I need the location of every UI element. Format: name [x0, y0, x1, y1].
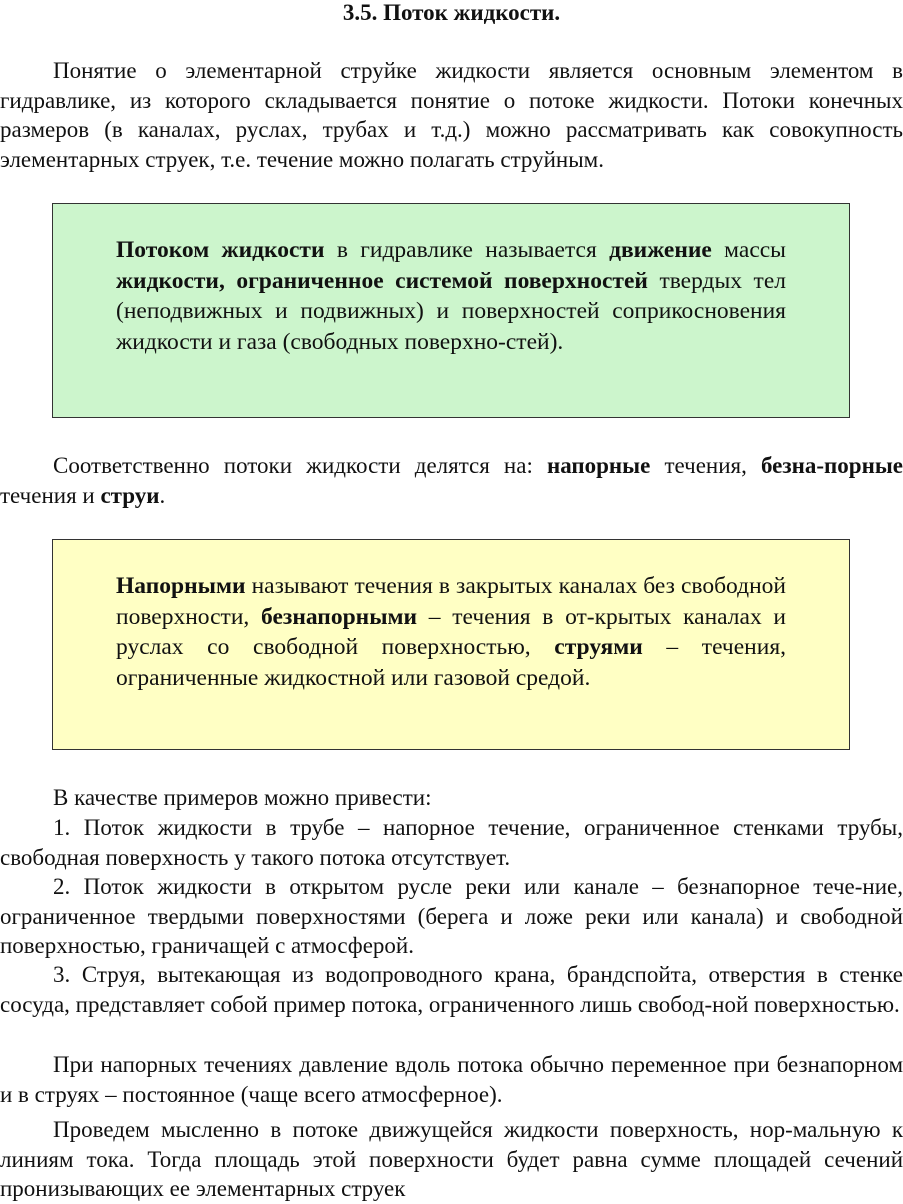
- example-1: 1. Поток жидкости в трубе – напорное течение, ограниченное стенками трубы, свободная поверхность у такого потока отсутствует.: [0, 815, 903, 870]
- definition-box-types: [52, 539, 850, 750]
- example-3: 3. Струя, вытекающая из водопроводного крана, брандспойта, отверстия в стенке сосуда, представляет собой пример потока, ограниченного лишь свобод-ной поверхностью.: [0, 962, 903, 1017]
- example-2: 2. Поток жидкости в открытом русле реки или канале – безнапорное тече-ние, ограниченное твердыми поверхностями (берега и ложе реки или канала) и свободной поверхностью, граничащей с атмосферой.: [0, 874, 903, 958]
- definition-box-flow: [52, 203, 850, 418]
- closing-paragraph: Проведем мысленно в потоке движущейся жидкости поверхность, нор-мальную к линиям тока. Тогда площадь этой поверхности будет равна сумме площадей сечений пронизывающих ее элементарных струек: [0, 1117, 903, 1201]
- pressure-paragraph: При напорных течениях давление вдоль потока обычно переменное при безнапорном и в струях – постоянное (чаще всего атмосферное).: [0, 1052, 903, 1107]
- term-flow: Потоком жидкости: [116, 237, 325, 263]
- term-pressure-flow: Напорными: [116, 573, 246, 599]
- flow-definition-text: Потоком жидкости в гидравлике называется движение массы жидкости, ограниченное системой поверхностей твердых тел (неподвижных и подвижных) и поверхностей соприкосновения жидкости и газа (свободных поверхно-стей).: [116, 237, 786, 355]
- classification-paragraph: Соответственно потоки жидкости делятся на: напорные течения, безна-порные течения и струи.: [0, 453, 903, 508]
- term-free-surface-flow: безнапорными: [261, 603, 418, 630]
- intro-paragraph: Понятие о элементарной струйке жидкости является основным элементом в гидравлике, из которого складывается понятие о потоке жидкости. Потоки конечных размеров (в каналах, руслах, трубах и т.д.) можно рассматривать как совокупность элементарных струек, т.е. течение можно полагать струйным.: [0, 58, 903, 172]
- examples-intro: В качестве примеров можно привести:: [53, 785, 432, 810]
- term-jets: струями: [554, 634, 643, 660]
- types-definition-text: Напорными называют течения в закрытых каналах без свободной поверхности, безнапорными – течения в от-крытых каналах и руслах со свободной поверхностью, струями – течения, ограниченные жидкостной или газовой средой.: [116, 573, 787, 691]
- section-title: 3.5. Поток жидкости.: [342, 0, 561, 25]
